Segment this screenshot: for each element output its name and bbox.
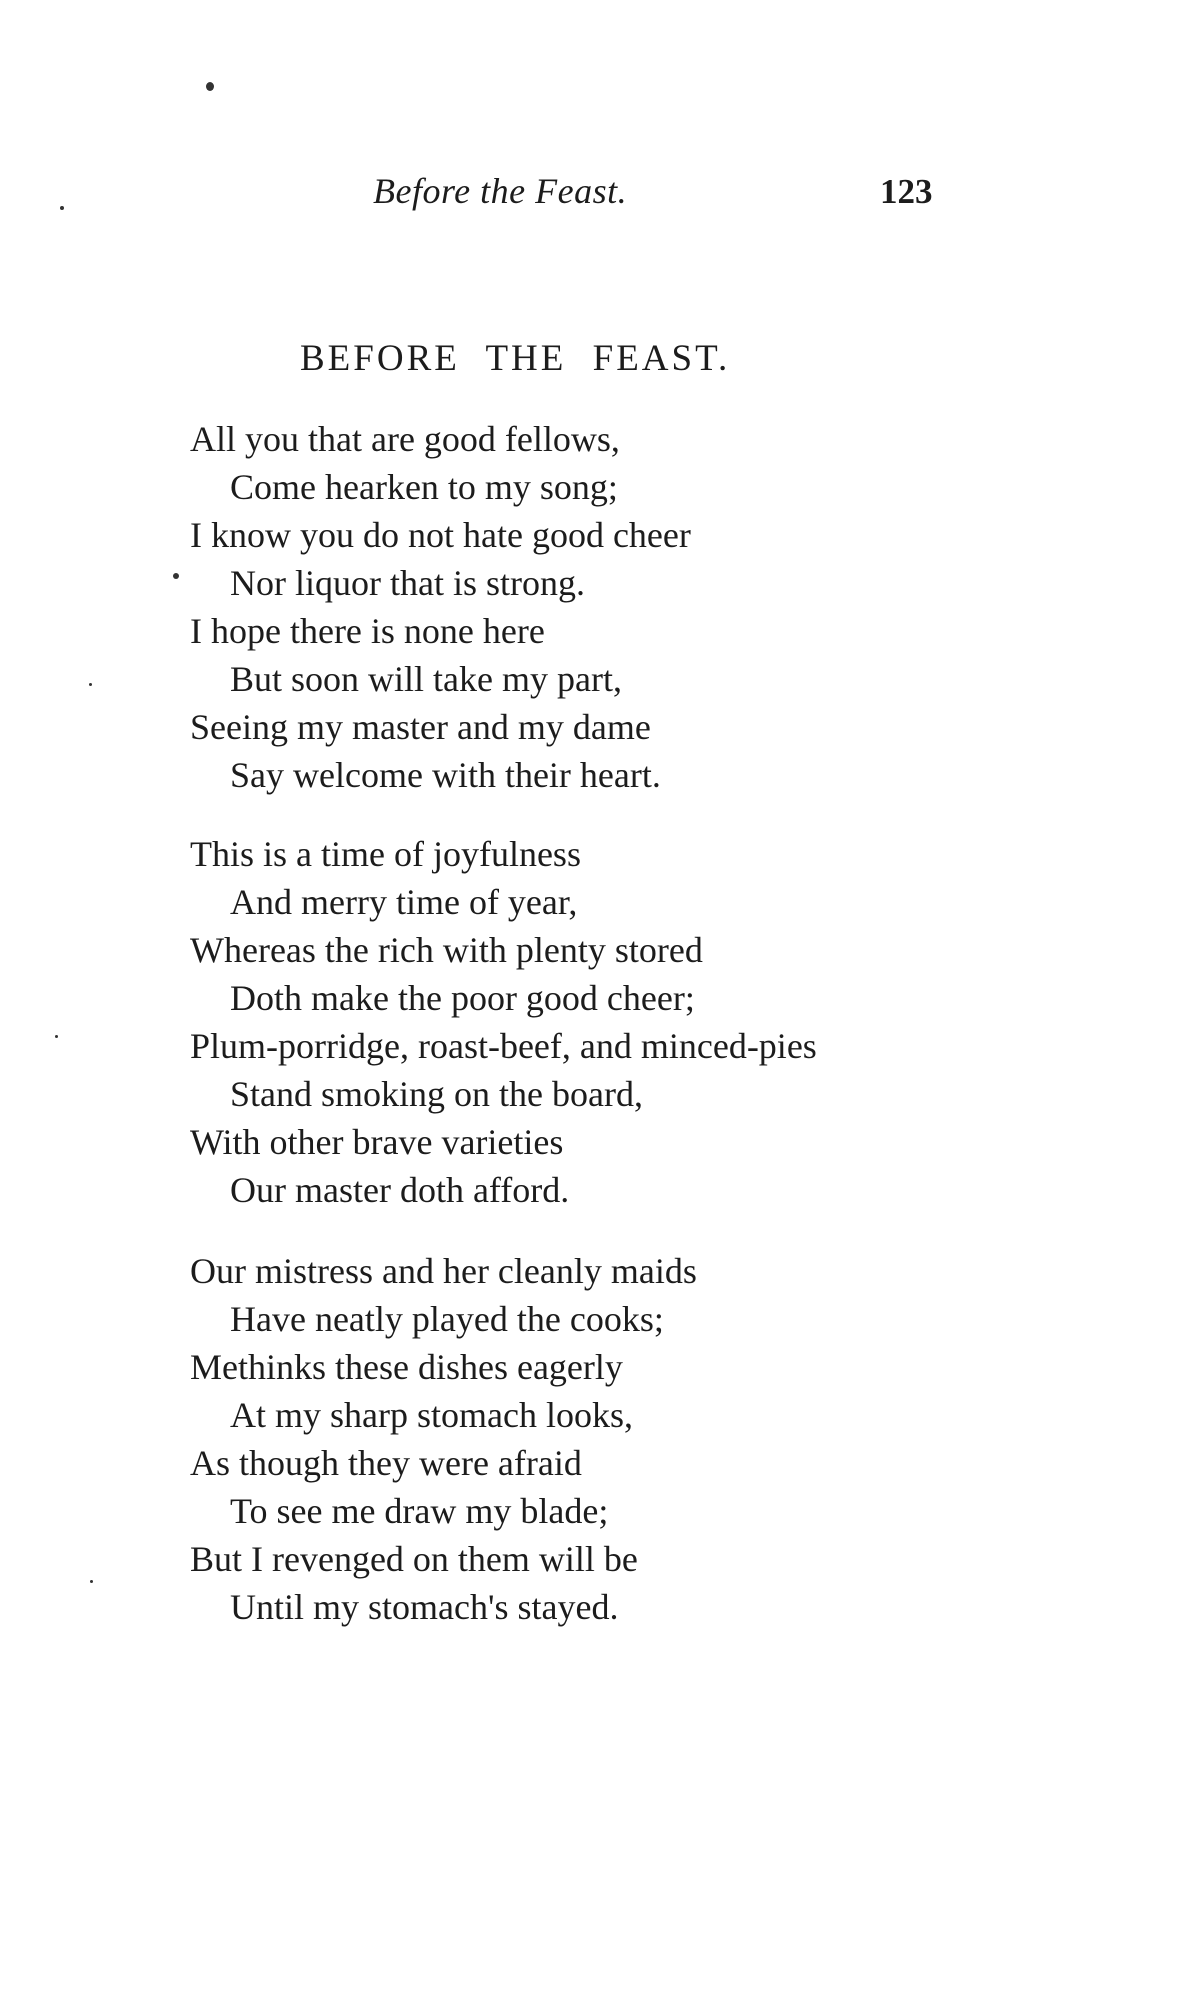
- poem-line: Nor liquor that is strong.: [230, 563, 585, 603]
- poem-line: At my sharp stomach looks,: [230, 1395, 633, 1435]
- poem-line: Whereas the rich with plenty stored: [190, 930, 703, 970]
- poem-title: BEFORE THE FEAST.: [300, 338, 731, 379]
- poem-line: Our mistress and her cleanly maids: [190, 1251, 697, 1291]
- poem-line: Plum-porridge, roast-beef, and minced-pies: [190, 1026, 817, 1066]
- stanza-2: [190, 830, 990, 1214]
- stanza-3: [190, 1247, 990, 1631]
- running-title: Before the Feast.: [373, 171, 628, 211]
- poem-line: Seeing my master and my dame: [190, 707, 651, 747]
- scan-speck: [206, 82, 214, 91]
- poem-line: Our master doth afford.: [230, 1170, 570, 1210]
- poem-line: Methinks these dishes eagerly: [190, 1347, 623, 1387]
- poem-line: Until my stomach's stayed.: [230, 1587, 619, 1627]
- poem-line: Have neatly played the cooks;: [230, 1299, 664, 1339]
- stanza-1: [190, 415, 990, 799]
- poem-line: But I revenged on them will be: [190, 1539, 638, 1579]
- poem-line: With other brave varieties: [190, 1122, 564, 1162]
- running-head: [0, 170, 1184, 220]
- poem-line: I know you do not hate good cheer: [190, 515, 691, 555]
- scan-speck: [173, 573, 179, 579]
- poem-line: All you that are good fellows,: [190, 419, 620, 459]
- poem-line: Doth make the poor good cheer;: [230, 978, 695, 1018]
- poem-line: To see me draw my blade;: [230, 1491, 609, 1531]
- poem-line: Come hearken to my song;: [230, 467, 618, 507]
- poem-line: This is a time of joyfulness: [190, 834, 581, 874]
- poem-line: Stand smoking on the board,: [230, 1074, 643, 1114]
- poem-line: Say welcome with their heart.: [230, 755, 661, 795]
- poem-line: I hope there is none here: [190, 611, 545, 651]
- scan-speck: [89, 683, 92, 686]
- poem-line: As though they were afraid: [190, 1443, 582, 1483]
- scan-speck: [55, 1035, 58, 1038]
- poem-line: But soon will take my part,: [230, 659, 622, 699]
- poem-line: And merry time of year,: [230, 882, 578, 922]
- page-number: 123: [880, 172, 933, 211]
- scan-speck: [90, 1580, 93, 1583]
